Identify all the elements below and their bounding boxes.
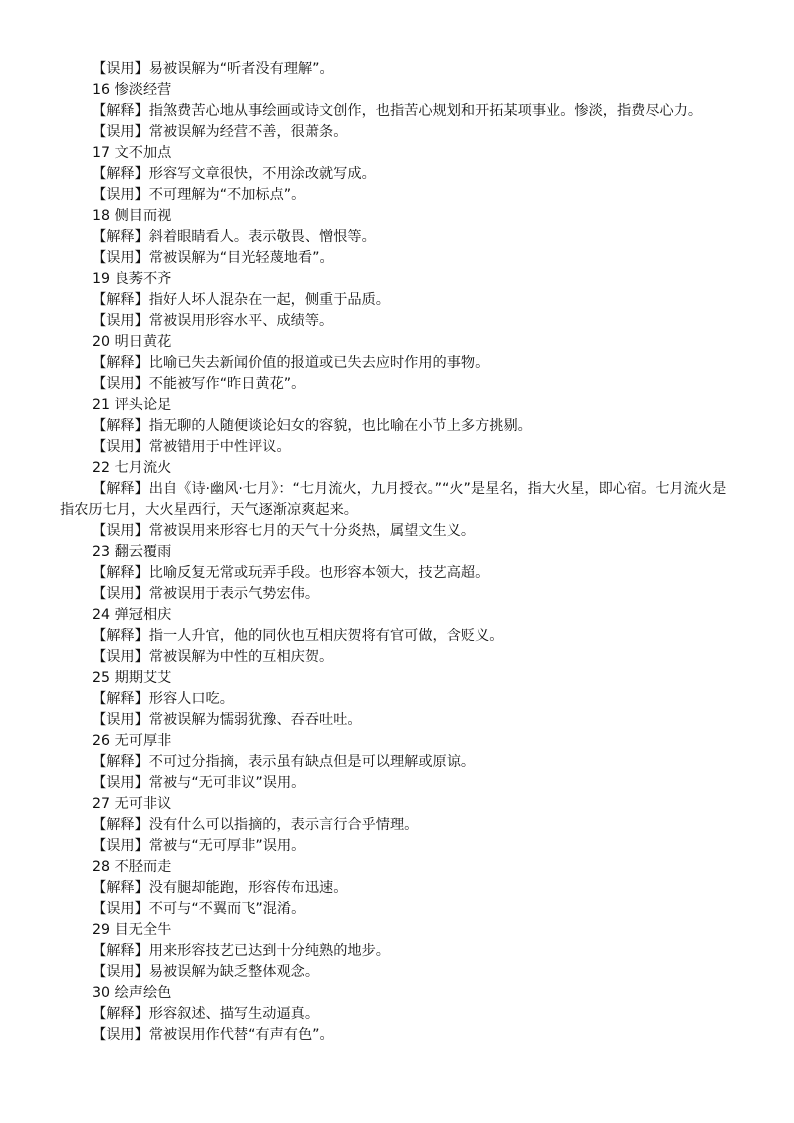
idiom-term-heading: 17 文不加点 xyxy=(92,145,172,161)
intro-misuse-line: 【误用】易被误解为“听者没有理解”。 xyxy=(92,61,334,77)
idiom-misuse-note: 【误用】常被误用作代替“有声有色”。 xyxy=(92,1027,334,1043)
idiom-term-heading: 25 期期艾艾 xyxy=(92,670,172,686)
idiom-term-heading: 26 无可厚非 xyxy=(92,733,172,749)
idiom-entry xyxy=(92,332,734,395)
idiom-misuse-note: 【误用】常被误用来形容七月的天气十分炎热，属望文生义。 xyxy=(92,523,476,539)
idiom-explanation: 【解释】指一人升官，他的同伙也互相庆贺将有官可做，含贬义。 xyxy=(92,628,504,644)
idiom-term-heading: 16 惨淡经营 xyxy=(92,82,172,98)
idiom-explanation: 【解释】形容人口吃。 xyxy=(92,691,234,707)
idiom-term-heading: 29 目无全牛 xyxy=(92,922,172,938)
idiom-entry xyxy=(92,668,734,731)
idiom-misuse-note: 【误用】不可与“不翼而飞”混淆。 xyxy=(92,901,306,917)
idiom-misuse-note: 【误用】常被误解为经营不善，很萧条。 xyxy=(92,124,348,140)
idiom-misuse-note: 【误用】常被误用于表示气势宏伟。 xyxy=(92,586,320,602)
idiom-term-heading: 24 弹冠相庆 xyxy=(92,607,172,623)
idiom-term-heading: 27 无可非议 xyxy=(92,796,172,812)
idiom-entry xyxy=(92,80,734,143)
idiom-entry xyxy=(92,206,734,269)
idiom-explanation: 【解释】比喻已失去新闻价值的报道或已失去应时作用的事物。 xyxy=(92,355,490,371)
idiom-term-heading: 23 翻云覆雨 xyxy=(92,544,172,560)
idiom-explanation: 【解释】用来形容技艺已达到十分纯熟的地步。 xyxy=(92,943,390,959)
idiom-misuse-note: 【误用】常被错用于中性评议。 xyxy=(92,439,291,455)
idiom-explanation: 【解释】形容叙述、描写生动逼真。 xyxy=(92,1006,320,1022)
idiom-entry xyxy=(92,143,734,206)
idiom-explanation: 【解释】不可过分指摘，表示虽有缺点但是可以理解或原谅。 xyxy=(92,754,476,770)
idiom-entry xyxy=(92,920,734,983)
idiom-entry xyxy=(92,542,734,605)
idiom-explanation: 【解释】没有什么可以指摘的，表示言行合乎情理。 xyxy=(92,817,419,833)
idiom-term-heading: 30 绘声绘色 xyxy=(92,985,172,1001)
idiom-entry-list xyxy=(60,80,734,1046)
idiom-misuse-note: 【误用】常被误用形容水平、成绩等。 xyxy=(92,313,334,329)
idiom-entry xyxy=(92,857,734,920)
idiom-explanation: 【解释】出自《诗·幽风·七月》：“七月流火，九月授衣。”“火”是星名，指大火星，即心宿。七月流火是指农历七月，大火星西行，天气逐渐凉爽起来。 xyxy=(60,481,727,518)
idiom-entry xyxy=(92,395,734,458)
idiom-explanation: 【解释】斜着眼睛看人。表示敬畏、憎恨等。 xyxy=(92,229,376,245)
idiom-misuse-note: 【误用】常被误解为中性的互相庆贺。 xyxy=(92,649,334,665)
idiom-misuse-note: 【误用】常被与“无可非议”误用。 xyxy=(92,775,306,791)
idiom-term-heading: 28 不胫而走 xyxy=(92,859,172,875)
idiom-explanation: 【解释】比喻反复无常或玩弄手段。也形容本领大，技艺高超。 xyxy=(92,565,490,581)
idiom-explanation: 【解释】指无聊的人随便谈论妇女的容貌，也比喻在小节上多方挑剔。 xyxy=(92,418,532,434)
idiom-term-heading: 18 侧目而视 xyxy=(92,208,172,224)
idiom-entry xyxy=(60,458,734,542)
idiom-entry xyxy=(92,983,734,1046)
idiom-entry xyxy=(92,605,734,668)
idiom-misuse-note: 【误用】不能被写作“昨日黄花”。 xyxy=(92,376,306,392)
idiom-misuse-note: 【误用】不可理解为“不加标点”。 xyxy=(92,187,306,203)
idiom-term-heading: 20 明日黄花 xyxy=(92,334,172,350)
idiom-entry xyxy=(92,731,734,794)
idiom-misuse-note: 【误用】常被误解为懦弱犹豫、吞吞吐吐。 xyxy=(92,712,362,728)
idiom-entry xyxy=(92,269,734,332)
idiom-explanation: 【解释】指好人坏人混杂在一起，侧重于品质。 xyxy=(92,292,390,308)
idiom-explanation: 【解释】指煞费苦心地从事绘画或诗文创作，也指苦心规划和开拓某项事业。惨淡，指费尽心力。 xyxy=(92,103,703,119)
idiom-entry xyxy=(92,794,734,857)
idiom-misuse-note: 【误用】常被与“无可厚非”误用。 xyxy=(92,838,306,854)
idiom-explanation: 【解释】没有腿却能跑，形容传布迅速。 xyxy=(92,880,348,896)
idiom-explanation: 【解释】形容写文章很快，不用涂改就写成。 xyxy=(92,166,376,182)
idiom-term-heading: 19 良莠不齐 xyxy=(92,271,172,287)
idiom-misuse-note: 【误用】易被误解为缺乏整体观念。 xyxy=(92,964,320,980)
idiom-misuse-note: 【误用】常被误解为“目光轻蔑地看”。 xyxy=(92,250,334,266)
idiom-term-heading: 21 评头论足 xyxy=(92,397,172,413)
idiom-term-heading: 22 七月流火 xyxy=(92,460,172,476)
